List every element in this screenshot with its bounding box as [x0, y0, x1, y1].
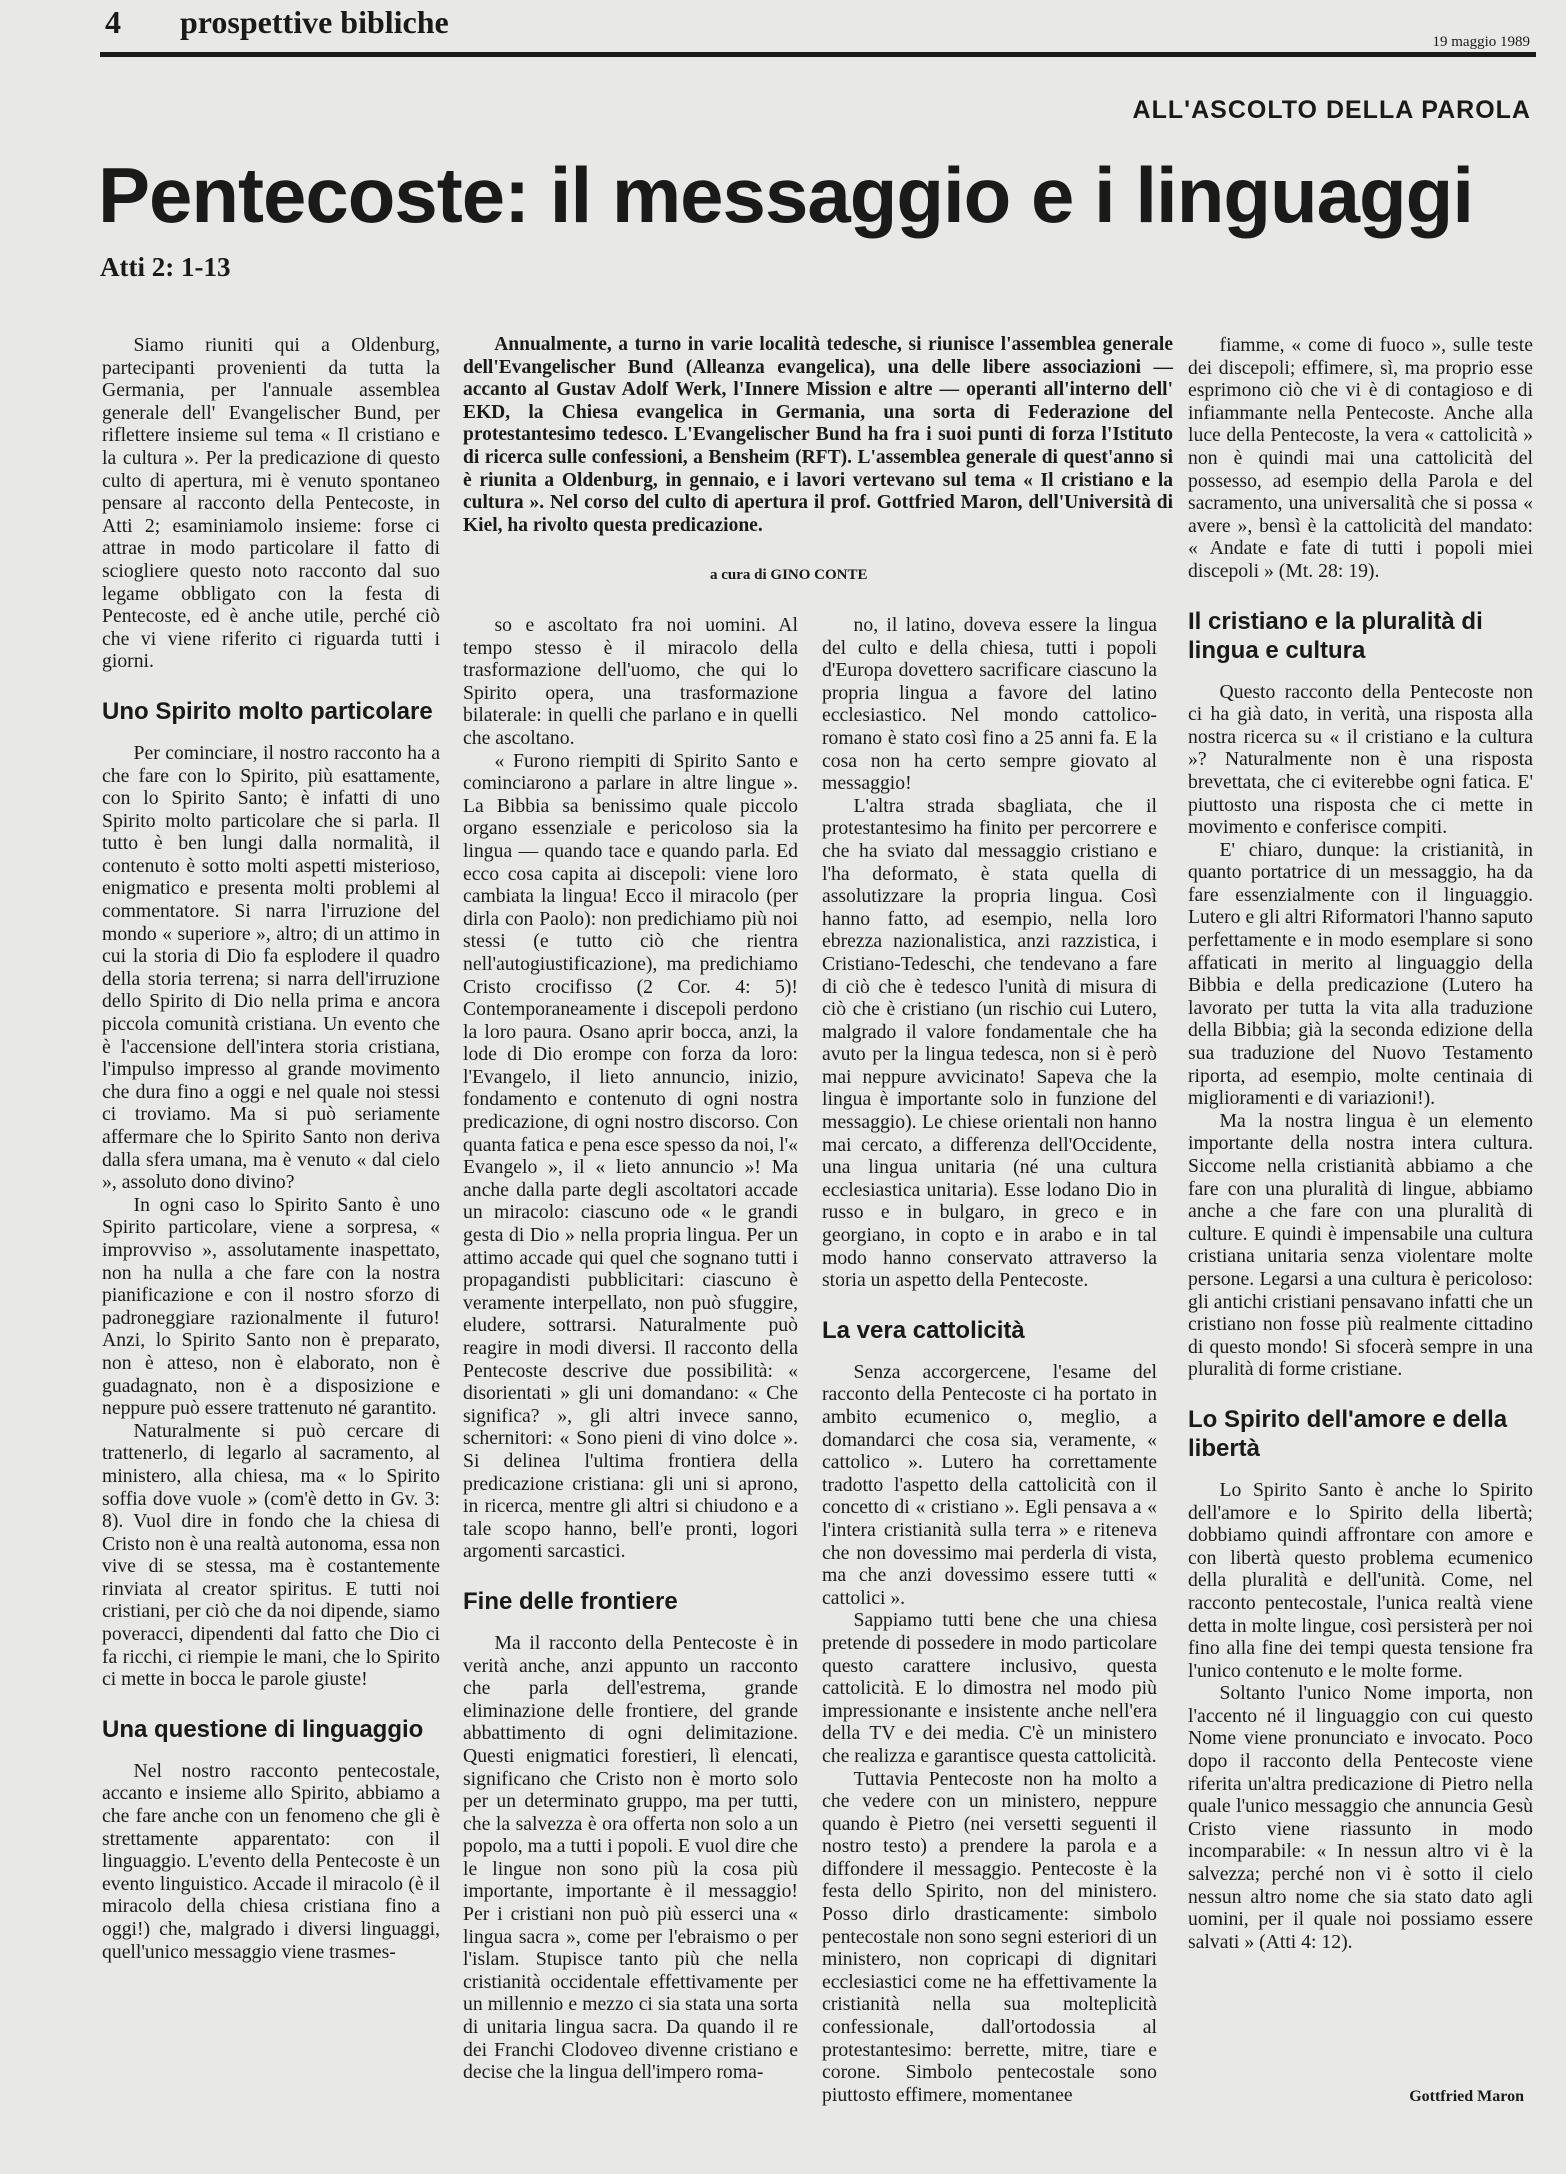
- issue-date: 19 maggio 1989: [1432, 34, 1530, 50]
- paragraph: In ogni caso lo Spirito Santo è uno Spirito particolare, viene a sorpresa, « improvviso », assolutamente inaspettato, non ha nulla a che fare con la nostra pianificazione e con il nostro sforzo di padroneggiare razionalmente il futuro! Anzi, lo Spirito Santo non è preparato, non è atteso, non è elaborato, non è guadagnato, non è a disposizione e neppure può essere trattenuto né garantito.: [102, 1193, 440, 1420]
- intro-text: Annualmente, a turno in varie località tedesche, si riunisce l'assemblea generale dell'Evangelischer Bund (Alleanza evangelica), una delle libere associazioni — accanto al Gustav Adolf Werk, l'Innere Mission e altre — operanti all'interno dell' EKD, la Chiesa evangelica in Germania, una sorta di Federazione del protestantesimo tedesco. L'Evangelischer Bund ha fra i suoi punti di forza l'Istituto di ricerca sulle confessioni, a Bensheim (RFT). L'assemblea generale di quest'anno si è riunita a Oldenburg, in gennaio, e i lavori vertevano sul tema « Il cristiano e la cultura ». Nel corso del culto di apertura il prof. Gottfried Maron, dell'Università di Kiel, ha rivolto questa predicazione.: [463, 334, 1173, 536]
- section-heading: Lo Spirito dell'amore e della libertà: [1188, 1405, 1508, 1462]
- column-3: [822, 614, 1157, 2106]
- paragraph: E' chiaro, dunque: la cristianità, in quanto portatrice di un messaggio, ha da fare essenzialmente con il linguaggio. Lutero e gli altri Riformatori l'hanno saputo perfettamente e in modo esemplare si sono affaticati in merito al linguaggio della Bibbia e della predicazione (Lutero ha lavorato per tutta la vita alla traduzione della Bibbia; già la seconda edizione della sua traduzione del Nuovo Testamento riporta, ad esempio, molte centinaia di miglioramenti e di variazioni!).: [1188, 838, 1533, 1110]
- paragraph: Sappiamo tutti bene che una chiesa pretende di possedere in modo particolare questo carattere inclusivo, questa cattolicità. E lo dimostra nel modo più impressionante e insistente anche nell'era della TV e dei media. C'è un ministero che realizza e garantisce questa cattolicità.: [822, 1609, 1157, 1767]
- paragraph: Tuttavia Pentecoste non ha molto a che vedere con un ministero, neppure quando è Pietro (nei versetti seguenti il nostro testo) a prendere la parola e a diffondere il messaggio. Pentecoste è la festa dello Spirito, non del ministero. Posso dirlo drasticamente: simbolo pentecostale non sono segni esteriori di un ministero, non copricapi di dignitari ecclesiastici come ne ha effettivamente la cristianità nella sua molteplicità confessionale, dall'ortodossia al protestantesimo: berrette, mitre, tiare e corone. Simbolo pentecostale sono piuttosto effimere, momentanee: [822, 1767, 1157, 2106]
- paragraph: Questo racconto della Pentecoste non ci ha già dato, in verità, una risposta alla nostra ricerca su « il cristiano e la cultura »? Naturalmente non è una risposta brevettata, che ci eviterebbe ogni fatica. E' piuttosto una risposta che ci mette in movimento e conferisce compiti.: [1188, 680, 1533, 839]
- curator-credit: a cura di GINO CONTE: [710, 567, 868, 583]
- section-kicker: ALL'ASCOLTO DELLA PAROLA: [1132, 96, 1531, 124]
- paragraph: Naturalmente si può cercare di trattenerlo, di legarlo al sacramento, al ministero, alla chiesa, ma « lo Spirito soffia dove vuole » (com'è detto in Gv. 3: 8). Vuol dire in fondo che la chiesa di Cristo non è una realtà autonoma, essa non vive di se stessa, ma è costantemente rinviata al creator spiritus. E tutti noi cristiani, per ciò che da noi dipende, siamo poveracci, dipendenti dal fatto che Dio ci fa ricchi, ci riempie le mani, che lo Spirito ci mette in bocca le parole giuste!: [102, 1419, 440, 1691]
- paragraph: Nel nostro racconto pentecostale, accanto e insieme allo Spirito, abbiamo a che fare anche con un fenomeno che gli è strettamente apparentato: con il linguaggio. L'evento della Pentecoste è un evento linguistico. Accade il miracolo (è il miracolo della chiesa cristiana fino a oggi!) che, malgrado i diversi linguaggi, quell'unico messaggio viene trasmes-: [102, 1759, 440, 1963]
- section-heading: Uno Spirito molto particolare: [102, 697, 433, 725]
- paragraph: Siamo riuniti qui a Oldenburg, partecipanti provenienti da tutta la Germania, per l'annuale assemblea generale dell' Evangelischer Bund, per riflettere insieme sul tema « Il cristiano e la cultura ». Per la predicazione di questo culto di apertura, mi è venuto spontaneo pensare al racconto della Pentecoste, in Atti 2; esaminiamolo insieme: forse ci attrae in modo particolare il fatto di sciogliere questo noto racconto dal suo legame obbligato con la festa di Pentecoste, ed è anche utile, perché ciò che vi viene riferito ci riguarda tutti i giorni.: [102, 334, 440, 673]
- paragraph: fiamme, « come di fuoco », sulle teste dei discepoli; effimere, sì, ma proprio esse esprimono ciò che vi è di contagioso e di infiammante nella Pentecoste. Anche alla luce della Pentecoste, la vera « cattolicità » non è quindi mai una cattolicità del possesso, ad esempio della Parola e del sacramento, una universalità che si possa « avere », bensì è la cattolicità del mandato: « Andate e fate di tutti i popoli miei discepoli » (Mt. 28: 19).: [1188, 334, 1533, 582]
- article-intro: [463, 334, 1173, 537]
- column-4: [1188, 334, 1533, 1953]
- section-heading: Fine delle frontiere: [463, 1587, 678, 1615]
- header-rule: [100, 52, 1536, 57]
- article-subtitle: Atti 2: 1-13: [100, 252, 231, 282]
- article-title: Pentecoste: il messaggio e i linguaggi: [98, 151, 1473, 239]
- paragraph: Per cominciare, il nostro racconto ha a che fare con lo Spirito, più esattamente, con lo Spirito Santo; è infatti di uno Spirito molto particolare che si parla. Il tutto è ben lungi dalla normalità, il contenuto è sotto molti aspetti misterioso, enigmatico e presenta molti problemi al commentatore. Si narra l'irruzione del mondo « superiore », altro; di un attimo in cui la storia di Dio fa esplodere il quadro della storia terrena; si narra dell'irruzione dello Spirito di Dio nella prima e ancora piccola comunità cristiana. Un evento che è l'accensione dell'intera storia cristiana, l'impulso impresso al grande movimento che dura fino a oggi e nel quale noi stessi ci troviamo. Ma si può seriamente affermare che lo Spirito Santo non deriva dalla sfera umana, ma è venuto « dal cielo », assoluto dono divino?: [102, 741, 440, 1194]
- paragraph: L'altra strada sbagliata, che il protestantesimo ha finito per percorrere e che ha sviato dal messaggio cristiano e l'ha deformato, è stata quella di assolutizzare la propria lingua. Così hanno fatto, ad esempio, nella loro ebrezza nazionalistica, anzi razzistica, i Cristiano-Tedeschi, che tendevano a fare di ciò che è tedesco l'unità di misura di ciò che è cristiano (un rischio cui Lutero, malgrado il valore fondamentale che ha avuto per la lingua tedesca, non si è però mai neppure avvicinato! Sapeva che la lingua è importante solo in funzione del messaggio). Le chiese orientali non hanno mai cercato, a differenza dell'Occidente, una lingua unitaria (né una cultura ecclesiastica unitaria). Esse lodano Dio in russo e in bulgaro, in greco e in georgiano, in copto e in arabo e in tal modo hanno conservato attraverso la storia un aspetto della Pentecoste.: [822, 794, 1157, 1292]
- paragraph: no, il latino, doveva essere la lingua del culto e della chiesa, tutti i popoli d'Europa dovettero sacrificare ciascuno la propria lingua a favore del latino ecclesiastico. Nel mondo cattolico-romano è stato così fino a 25 anni fa. E la cosa non ha certo sempre giovato al messaggio!: [822, 614, 1157, 795]
- paragraph: Senza accorgercene, l'esame del racconto della Pentecoste ci ha portato in ambito ecumenico o, meglio, a domandarci che cosa sia, veramente, « cattolico ». Lutero ha correttamente tradotto l'aspetto della cattolicità con il concetto di « cristiano ». Egli pensava a « l'intera cristianità sulla terra » e riteneva che non dovessimo mai perderla di vista, ma che anzi dovessimo essere tutti « cattolici ».: [822, 1360, 1157, 1609]
- section-heading: La vera cattolicità: [822, 1316, 1025, 1344]
- column-2: [463, 614, 798, 2084]
- paragraph: Ma la nostra lingua è un elemento importante della nostra intera cultura. Siccome nella cristianità abbiamo a che fare con una pluralità di lingue, abbiamo anche a che fare con una pluralità di culture. E quindi è impensabile una cultura cristiana unitaria senza violentare molte persone. Legarsi a una cultura è pericoloso: gli antichi cristiani pensavano infatti che un cristiano non fosse più realmente cittadino di questo mondo! Si sfocerà sempre in una pluralità di forme cristiane.: [1188, 1109, 1533, 1381]
- page-number: 4: [105, 4, 121, 40]
- author-signature: Gottfried Maron: [1409, 2088, 1524, 2105]
- paragraph: Ma il racconto della Pentecoste è in verità anche, anzi appunto un racconto che parla dell'estrema, grande eliminazione delle frontiere, del grande abbattimento di ogni delimitazione. Questi enigmatici forestieri, lì elencati, significano che Cristo non è morto solo per un determinato gruppo, ma per tutti, che la salvezza è ora offerta non solo a un popolo, ma a tutti i popoli. E vuol dire che le lingue non sono più la cosa più importante, importante è il messaggio! Per i cristiani non può più esserci una « lingua sacra », come per l'ebraismo o per l'islam. Stupisce tanto più che nella cristianità occidentale effettivamente per un millennio e mezzo ci sia stata una sorta di unitaria lingua sacra. Da quando il re dei Franchi Clodoveo divenne cristiano e decise che la lingua dell'impero roma-: [463, 1631, 798, 2084]
- paragraph: « Furono riempiti di Spirito Santo e cominciarono a parlare in altre lingue ». La Bibbia sa benissimo quale piccolo organo essenziale e pericoloso sia la lingua — quando tace e quando parla. Ed ecco cosa capita ai discepoli: viene loro cambiata la lingua! Ecco il miracolo (per dirla con Paolo): non predichiamo più noi stessi (e tutto ciò che rientra nell'autogiustificazione), ma predichiamo Cristo crocifisso (2 Cor. 4: 5)! Contemporaneamente i discepoli perdono la loro paura. Osano aprir bocca, anzi, la lode di Dio erompe con forza da loro: l'Evangelo, il lieto annuncio, inizio, fondamento e contenuto di ogni nostra predicazione, di ogni nostro discorso. Con quanta fatica e pena esce spesso da noi, l'« Evangelo », il « lieto annuncio »! Ma anche dalla parte degli ascoltatori accade un miracolo: ciascuno ode « le grandi gesta di Dio » nella propria lingua. Per un attimo accade qui quel che sognano tutti i propagandisti pubblicitari: ciascuno è veramente interpellato, non può sfuggire, eludere, sottrarsi. Naturalmente può reagire in modi diversi. Il racconto della Pentecoste descrive due possibilità: « disorientati » gli uni domandano: « Che significa? », gli altri invece sanno, schernitori: « Sono pieni di vino dolce ». Si delinea l'ultima frontiera della predicazione cristiana: gli uni si aprono, in ricerca, mentre gli altri si chiudono e a tale scopo hanno, bell'e pronti, logori argomenti sarcastici.: [463, 749, 798, 1563]
- section-heading: Il cristiano e la pluralità di lingua e cultura: [1188, 607, 1483, 664]
- paragraph: Soltanto l'unico Nome importa, non l'accento né il linguaggio con cui questo Nome viene pronunciato e invocato. Poco dopo il racconto della Pentecoste viene riferita un'altra predicazione di Pietro nella quale l'unico messaggio che annuncia Gesù Cristo viene riassunto in modo incomparabile: « In nessun altro vi è la salvezza; perché non vi è sotto il cielo nessun altro nome che sia stato dato agli uomini, per il quale noi possiamo essere salvati » (Atti 4: 12).: [1188, 1682, 1533, 1953]
- paragraph: so e ascoltato fra noi uomini. Al tempo stesso è il miracolo della trasformazione dell'uomo, che qui lo Spirito opera, una trasformazione bilaterale: in quelli che parlano e in quelli che ascoltano.: [463, 614, 798, 749]
- publication-name: prospettive bibliche: [180, 4, 449, 40]
- section-heading: Una questione di linguaggio: [102, 1715, 424, 1743]
- paragraph: Lo Spirito Santo è anche lo Spirito dell'amore e lo Spirito della libertà; dobbiamo quindi affrontare con amore e con libertà questo problema ecumenico della pluralità e dell'unità. Come, nel racconto pentecostale, l'unica realtà viene detta in molte lingue, così persisterà per noi fino alla fine dei tempi questa tensione fra l'unico contenuto e le molte forme.: [1188, 1478, 1533, 1682]
- column-1: [102, 334, 440, 1963]
